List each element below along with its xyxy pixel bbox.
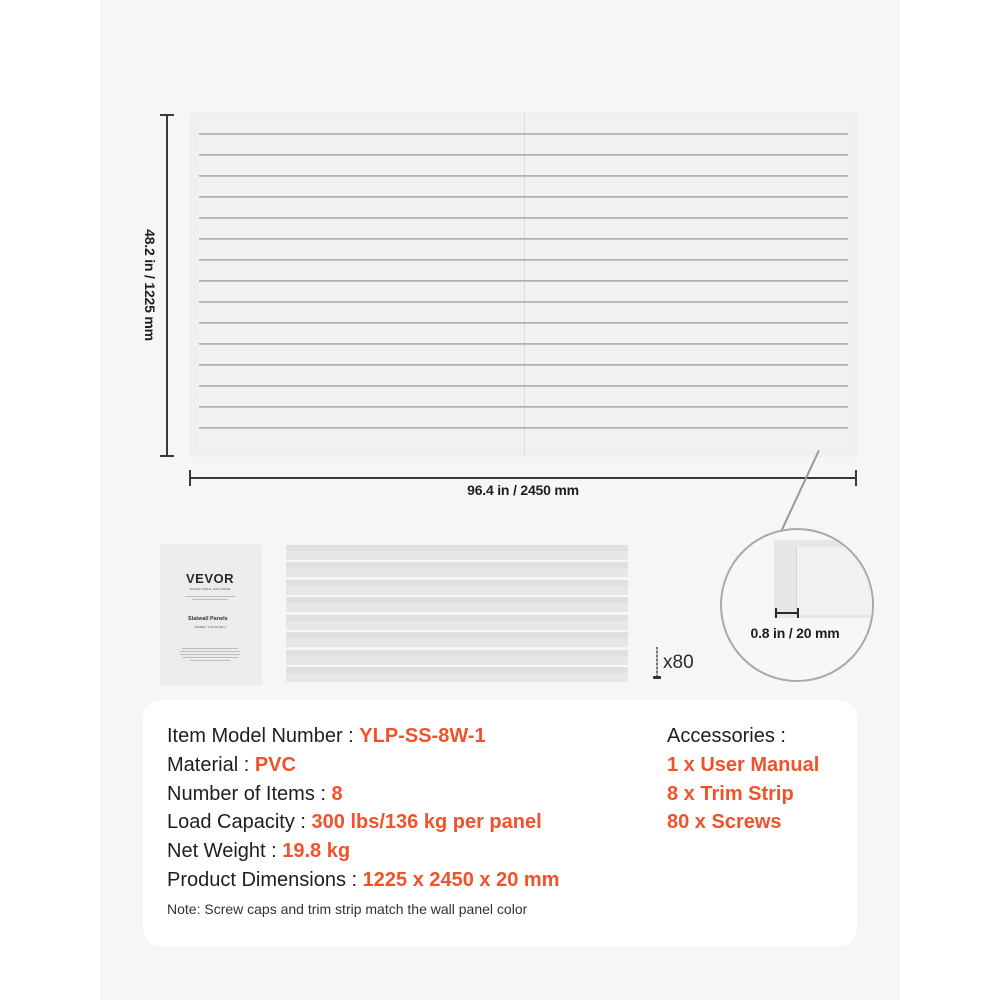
panel-slat [199,385,848,387]
panel-edge-front [796,547,874,615]
accessories-title: Accessories : [667,725,786,747]
panel-slat [199,154,848,156]
panel-slat [199,406,848,408]
manual-tagline: TOUGH TOOLS, HALF PRICE [189,587,231,591]
accessory-item: 8 x Trim Strip [667,782,794,805]
thickness-dimension-marker [775,608,799,618]
panel-slat [199,343,848,345]
trim-strip [286,545,628,560]
trim-strip [286,615,628,630]
panel-slat [199,133,848,135]
thickness-detail-magnifier [720,528,874,682]
manual-title: Slatwall Panels [188,616,228,622]
manual-brand-logo: VEVOR [185,571,234,586]
manual-fine-print [190,660,230,661]
color-match-note: Note: Screw caps and trim strip match the wall panel color [167,901,528,917]
trim-strip [286,650,628,665]
spec-value: 19.8 kg [282,840,351,863]
panel-slat [199,238,848,240]
accessory-item: 1 x User Manual [667,753,820,776]
panel-slat [199,280,848,282]
panel-slat [199,322,848,324]
panel-slat [199,427,848,429]
height-dimension-label: 48.2 in / 1225 mm [142,229,158,341]
spec-model-number [167,722,559,751]
manual-fine-print [180,651,240,652]
trim-strip [286,580,628,595]
trim-strip [286,632,628,647]
spec-label: Load Capacity : [167,811,312,834]
screw-head-icon [653,676,661,679]
accessories-list [667,722,819,837]
spec-value: YLP-SS-8W-1 [359,725,486,747]
manual-fine-print [182,648,238,649]
spec-value: 8 [331,782,343,805]
spec-label: Product Dimensions : [167,868,363,891]
spec-value: 1225 x 2450 x 20 mm [362,868,560,891]
panel-slat [199,175,848,177]
height-dimension-cap-top [160,114,174,116]
thickness-dimension-label: 0.8 in / 20 mm [750,625,840,641]
spec-value: PVC [254,753,296,776]
spec-product-dimensions [167,866,559,895]
specifications-list [167,722,559,895]
manual-fine-print [192,599,228,600]
panel-seam [524,113,525,456]
screw-icon [656,647,658,677]
accessory-item: 80 x Screws [667,811,782,834]
spec-label: Number of Items : [167,782,332,805]
width-dimension-label: 96.4 in / 2450 mm [467,482,579,498]
spec-load-capacity [167,808,559,837]
trim-strip [286,667,628,682]
manual-fine-print [180,654,240,655]
panel-slat [199,301,848,303]
panel-slat [199,259,848,261]
panel-slat [199,364,848,366]
manual-fine-print [185,596,235,597]
manual-fine-print [182,657,238,658]
spec-label: Net Weight : [167,840,283,863]
height-dimension-line [166,115,168,456]
spec-value: 300 lbs/136 kg per panel [311,811,542,834]
height-dimension-cap-bottom [160,455,174,457]
spec-material [167,751,559,780]
trim-strip [286,597,628,612]
screw-count-label: x80 [663,652,694,673]
slatwall-panel-illustration [190,113,857,456]
width-dimension-line [189,477,857,479]
spec-number-of-items [167,780,559,809]
panel-slat [199,196,848,198]
user-manual-illustration [160,544,260,684]
manual-model: MODEL: YLP-SS-8W-1 [195,625,227,629]
trim-strip [286,562,628,577]
spec-label: Material : [167,753,255,776]
spec-label: Item Model Number : [167,725,360,747]
spec-net-weight [167,837,559,866]
panel-slat [199,217,848,219]
